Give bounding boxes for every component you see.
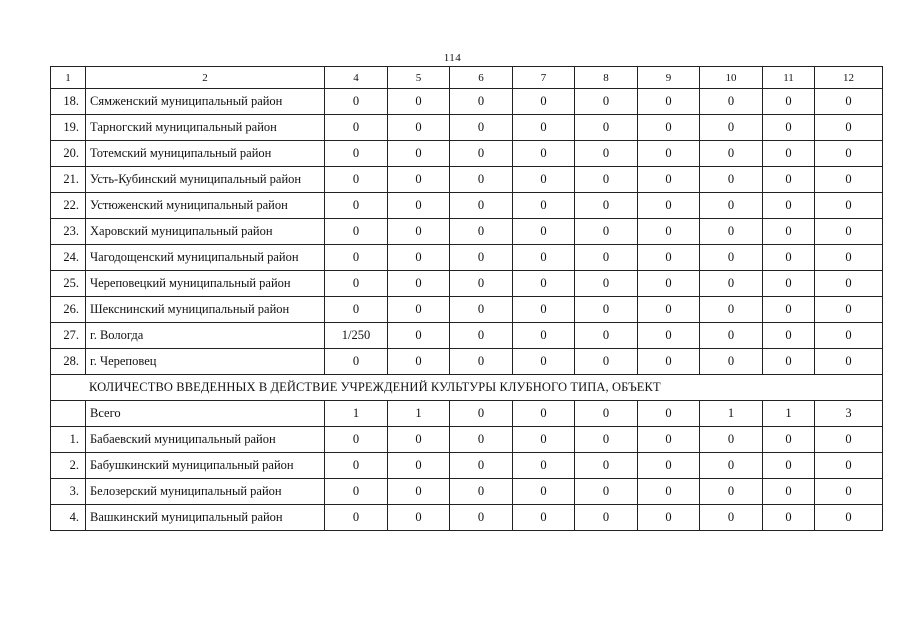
value-cell: 0 [388, 453, 450, 479]
value-cell: 0 [325, 505, 388, 531]
value-cell: 0 [700, 193, 763, 219]
value-cell: 0 [325, 453, 388, 479]
value-cell: 0 [513, 193, 575, 219]
district-name: Бабаевский муниципальный район [86, 427, 325, 453]
value-cell: 0 [815, 323, 883, 349]
column-number-cell: 10 [700, 67, 763, 89]
value-cell: 0 [575, 141, 638, 167]
district-name: Бабушкинский муниципальный район [86, 453, 325, 479]
table-row [51, 271, 883, 297]
value-cell: 0 [700, 349, 763, 375]
value-cell: 0 [450, 167, 513, 193]
district-name: Тарногский муниципальный район [86, 115, 325, 141]
row-number: 23. [51, 219, 86, 245]
value-cell: 0 [325, 115, 388, 141]
value-cell: 0 [638, 401, 700, 427]
table-row [51, 115, 883, 141]
value-cell: 0 [450, 401, 513, 427]
value-cell: 0 [700, 479, 763, 505]
total-row [51, 401, 883, 427]
value-cell: 0 [513, 427, 575, 453]
district-name: Череповецкий муниципальный район [86, 271, 325, 297]
value-cell: 0 [450, 505, 513, 531]
district-name: Белозерский муниципальный район [86, 479, 325, 505]
value-cell: 0 [763, 141, 815, 167]
value-cell: 0 [513, 89, 575, 115]
value-cell: 0 [450, 219, 513, 245]
value-cell: 0 [575, 89, 638, 115]
value-cell: 0 [513, 479, 575, 505]
value-cell: 0 [763, 427, 815, 453]
value-cell: 1 [763, 401, 815, 427]
value-cell: 0 [763, 167, 815, 193]
value-cell: 0 [575, 193, 638, 219]
value-cell: 0 [763, 349, 815, 375]
value-cell: 0 [450, 245, 513, 271]
value-cell: 1/250 [325, 323, 388, 349]
value-cell: 0 [815, 297, 883, 323]
value-cell: 0 [388, 219, 450, 245]
row-number: 21. [51, 167, 86, 193]
value-cell: 0 [763, 193, 815, 219]
value-cell: 0 [513, 453, 575, 479]
value-cell: 0 [450, 115, 513, 141]
value-cell: 0 [450, 323, 513, 349]
district-name: Тотемский муниципальный район [86, 141, 325, 167]
table-row [51, 349, 883, 375]
value-cell: 0 [325, 479, 388, 505]
value-cell: 0 [388, 349, 450, 375]
value-cell: 0 [763, 479, 815, 505]
value-cell: 0 [575, 479, 638, 505]
row-number: 26. [51, 297, 86, 323]
table-row [51, 245, 883, 271]
value-cell: 0 [700, 453, 763, 479]
value-cell: 0 [513, 271, 575, 297]
data-table [50, 66, 883, 531]
value-cell: 0 [450, 141, 513, 167]
value-cell: 0 [815, 427, 883, 453]
table-row [51, 453, 883, 479]
value-cell: 0 [638, 141, 700, 167]
value-cell: 0 [638, 349, 700, 375]
value-cell: 0 [513, 115, 575, 141]
row-number: 19. [51, 115, 86, 141]
value-cell: 0 [513, 141, 575, 167]
value-cell: 0 [638, 427, 700, 453]
value-cell: 0 [450, 193, 513, 219]
row-number: 2. [51, 453, 86, 479]
row-number: 20. [51, 141, 86, 167]
district-name: Чагодощенский муниципальный район [86, 245, 325, 271]
value-cell: 0 [638, 193, 700, 219]
value-cell: 1 [388, 401, 450, 427]
value-cell: 0 [575, 167, 638, 193]
value-cell: 0 [700, 323, 763, 349]
value-cell: 0 [388, 323, 450, 349]
row-number: 3. [51, 479, 86, 505]
district-name: Шекснинский муниципальный район [86, 297, 325, 323]
value-cell: 0 [638, 245, 700, 271]
value-cell: 0 [638, 89, 700, 115]
value-cell: 0 [815, 505, 883, 531]
value-cell: 0 [638, 219, 700, 245]
value-cell: 0 [575, 245, 638, 271]
value-cell: 0 [388, 193, 450, 219]
value-cell: 0 [325, 245, 388, 271]
value-cell: 0 [575, 115, 638, 141]
value-cell: 0 [638, 479, 700, 505]
column-number-cell: 9 [638, 67, 700, 89]
value-cell: 0 [450, 427, 513, 453]
value-cell: 0 [815, 245, 883, 271]
value-cell: 0 [815, 219, 883, 245]
row-number: 24. [51, 245, 86, 271]
value-cell: 0 [815, 271, 883, 297]
value-cell: 0 [763, 245, 815, 271]
value-cell: 0 [638, 323, 700, 349]
value-cell: 0 [815, 167, 883, 193]
value-cell: 0 [700, 115, 763, 141]
value-cell: 0 [450, 453, 513, 479]
section-title: КОЛИЧЕСТВО ВВЕДЕННЫХ В ДЕЙСТВИЕ УЧРЕЖДЕНИЙ КУЛЬТУРЫ КЛУБНОГО ТИПА, ОБЪЕКТ [51, 375, 883, 401]
value-cell: 0 [325, 427, 388, 453]
value-cell: 0 [325, 193, 388, 219]
value-cell: 0 [763, 219, 815, 245]
value-cell: 0 [815, 453, 883, 479]
value-cell: 0 [325, 167, 388, 193]
value-cell: 0 [513, 323, 575, 349]
table-body [51, 67, 883, 531]
value-cell: 0 [575, 401, 638, 427]
value-cell: 3 [815, 401, 883, 427]
district-name: Харовский муниципальный район [86, 219, 325, 245]
column-number-cell: 8 [575, 67, 638, 89]
column-number-cell: 12 [815, 67, 883, 89]
value-cell: 0 [815, 141, 883, 167]
value-cell: 0 [700, 89, 763, 115]
value-cell: 0 [325, 297, 388, 323]
value-cell: 0 [325, 349, 388, 375]
value-cell: 0 [763, 505, 815, 531]
value-cell: 0 [513, 219, 575, 245]
value-cell: 0 [575, 271, 638, 297]
value-cell: 0 [763, 453, 815, 479]
value-cell: 0 [700, 141, 763, 167]
value-cell: 0 [575, 323, 638, 349]
district-name: г. Череповец [86, 349, 325, 375]
row-number: 28. [51, 349, 86, 375]
value-cell: 0 [388, 245, 450, 271]
value-cell: 0 [575, 427, 638, 453]
value-cell: 0 [513, 245, 575, 271]
column-number-cell: 2 [86, 67, 325, 89]
column-number-cell: 1 [51, 67, 86, 89]
value-cell: 0 [325, 271, 388, 297]
value-cell: 0 [815, 89, 883, 115]
district-name: Устюженский муниципальный район [86, 193, 325, 219]
value-cell: 0 [325, 89, 388, 115]
value-cell: 0 [325, 141, 388, 167]
row-number [51, 401, 86, 427]
table-row [51, 167, 883, 193]
value-cell: 0 [638, 297, 700, 323]
district-name: г. Вологда [86, 323, 325, 349]
column-number-cell: 6 [450, 67, 513, 89]
value-cell: 0 [700, 271, 763, 297]
value-cell: 0 [513, 401, 575, 427]
value-cell: 0 [388, 167, 450, 193]
value-cell: 0 [388, 427, 450, 453]
value-cell: 0 [815, 115, 883, 141]
value-cell: 0 [700, 245, 763, 271]
value-cell: 0 [638, 167, 700, 193]
value-cell: 0 [388, 479, 450, 505]
value-cell: 1 [325, 401, 388, 427]
value-cell: 0 [513, 349, 575, 375]
district-name: Всего [86, 401, 325, 427]
value-cell: 0 [450, 89, 513, 115]
value-cell: 0 [575, 297, 638, 323]
row-number: 18. [51, 89, 86, 115]
row-number: 27. [51, 323, 86, 349]
value-cell: 0 [450, 271, 513, 297]
value-cell: 0 [763, 115, 815, 141]
value-cell: 0 [815, 349, 883, 375]
value-cell: 0 [325, 219, 388, 245]
value-cell: 0 [513, 297, 575, 323]
column-number-row [51, 67, 883, 89]
table-row [51, 323, 883, 349]
value-cell: 0 [575, 349, 638, 375]
table-row [51, 141, 883, 167]
table-row [51, 297, 883, 323]
value-cell: 0 [450, 297, 513, 323]
table-row [51, 219, 883, 245]
value-cell: 0 [513, 167, 575, 193]
value-cell: 0 [815, 193, 883, 219]
value-cell: 0 [763, 89, 815, 115]
value-cell: 0 [450, 349, 513, 375]
value-cell: 0 [763, 271, 815, 297]
value-cell: 0 [575, 505, 638, 531]
value-cell: 1 [700, 401, 763, 427]
value-cell: 0 [513, 505, 575, 531]
section-row [51, 375, 883, 401]
value-cell: 0 [638, 505, 700, 531]
column-number-cell: 5 [388, 67, 450, 89]
district-name: Усть-Кубинский муниципальный район [86, 167, 325, 193]
value-cell: 0 [388, 115, 450, 141]
value-cell: 0 [700, 167, 763, 193]
row-number: 1. [51, 427, 86, 453]
value-cell: 0 [638, 271, 700, 297]
table-row [51, 479, 883, 505]
value-cell: 0 [815, 479, 883, 505]
district-name: Сямженский муниципальный район [86, 89, 325, 115]
district-name: Вашкинский муниципальный район [86, 505, 325, 531]
value-cell: 0 [638, 115, 700, 141]
value-cell: 0 [700, 297, 763, 323]
value-cell: 0 [700, 505, 763, 531]
value-cell: 0 [575, 219, 638, 245]
value-cell: 0 [700, 219, 763, 245]
value-cell: 0 [388, 505, 450, 531]
value-cell: 0 [575, 453, 638, 479]
value-cell: 0 [388, 271, 450, 297]
value-cell: 0 [763, 297, 815, 323]
table-row [51, 193, 883, 219]
value-cell: 0 [388, 297, 450, 323]
value-cell: 0 [388, 89, 450, 115]
table-row [51, 505, 883, 531]
value-cell: 0 [700, 427, 763, 453]
page-number: 114 [443, 52, 462, 64]
value-cell: 0 [763, 323, 815, 349]
row-number: 22. [51, 193, 86, 219]
column-number-cell: 11 [763, 67, 815, 89]
row-number: 4. [51, 505, 86, 531]
column-number-cell: 7 [513, 67, 575, 89]
column-number-cell: 4 [325, 67, 388, 89]
value-cell: 0 [638, 453, 700, 479]
table-row [51, 427, 883, 453]
row-number: 25. [51, 271, 86, 297]
table-row [51, 89, 883, 115]
value-cell: 0 [450, 479, 513, 505]
value-cell: 0 [388, 141, 450, 167]
